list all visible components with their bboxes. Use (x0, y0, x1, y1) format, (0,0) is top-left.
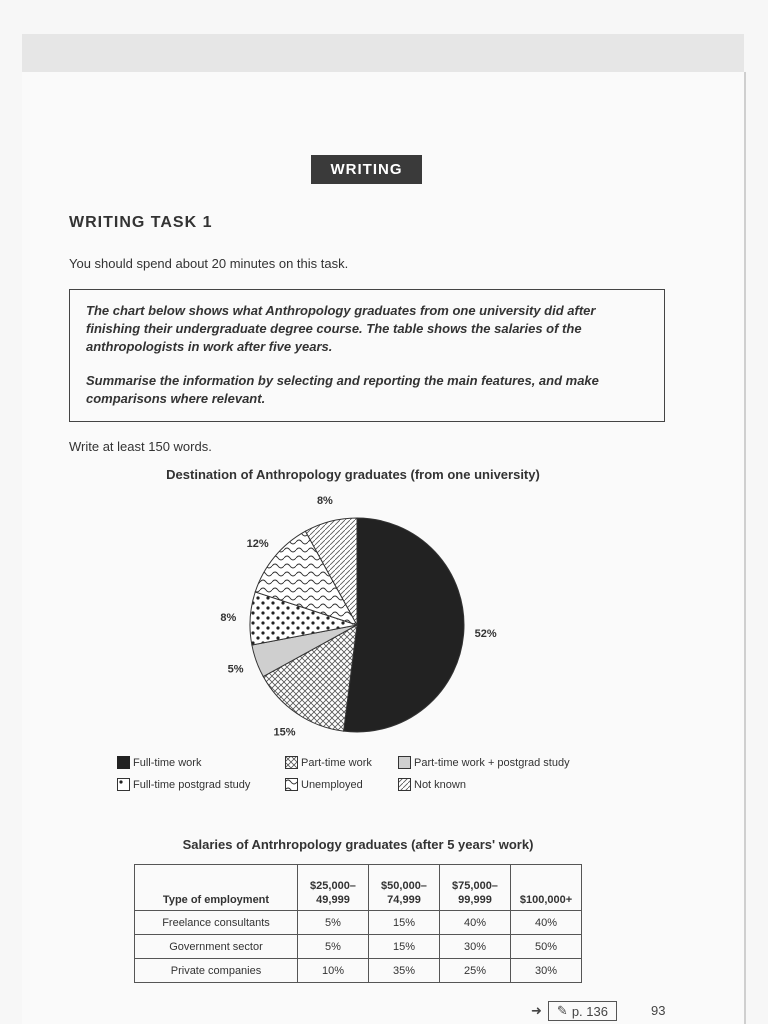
task-prompt-box (69, 289, 665, 422)
table-cell: 10% (298, 959, 369, 983)
table-row (135, 911, 582, 935)
table-title: Salaries of Antrhropology graduates (after 5 years' work) (182, 837, 534, 852)
legend-label: Part-time work (301, 756, 372, 769)
table-cell: Government sector (135, 935, 298, 959)
legend-item-not-known (398, 778, 466, 791)
table-cell: 5% (298, 935, 369, 959)
task-title: WRITING TASK 1 (69, 214, 213, 231)
table-cell: 5% (298, 911, 369, 935)
table-row (135, 935, 582, 959)
table-cell: 40% (511, 911, 582, 935)
table-header-cell: Type of employment (135, 865, 298, 911)
table-cell: Private companies (135, 959, 298, 983)
page-ref-box (548, 1001, 617, 1021)
pie-chart (200, 490, 520, 740)
legend-swatch-wave (285, 778, 298, 791)
table-header-cell: $75,000– 99,999 (440, 865, 511, 911)
chart-title-text: Destination of Anthropology graduates (from one university) (166, 467, 540, 482)
legend-label: Part-time work + postgrad study (414, 756, 570, 769)
legend-swatch-light-grey (398, 756, 411, 769)
legend-swatch-diagonal (398, 778, 411, 791)
legend-swatch-dots (117, 778, 130, 791)
table-header-cell: $25,000– 49,999 (298, 865, 369, 911)
pie-slice-label: 8% (220, 611, 237, 624)
table-cell: 35% (369, 959, 440, 983)
table-cell: 30% (440, 935, 511, 959)
pie-slice (344, 518, 464, 732)
legend-item-part-time-postgrad (398, 756, 570, 769)
pencil-icon: ✎ (556, 1003, 568, 1018)
table-header-cell: $100,000+ (511, 865, 582, 911)
chart-title (0, 467, 706, 482)
table-cell: 30% (511, 959, 582, 983)
arrow-right-icon: ➜ (531, 1003, 542, 1018)
time-note: You should spend about 20 minutes on this task. (69, 256, 349, 271)
table-header-row (135, 865, 582, 911)
legend-swatch-solid (117, 756, 130, 769)
page-ref-text: p. 136 (571, 1003, 608, 1019)
pie-slice-label: 15% (273, 726, 296, 739)
pie-slice-label: 12% (246, 537, 269, 550)
page-reference (531, 1001, 617, 1021)
legend-item-part-time-work (285, 756, 372, 769)
legend-label: Not known (414, 778, 466, 791)
prompt-paragraph: Summarise the information by selecting and reporting the main features, and make comparisons where relevant. (86, 373, 599, 406)
table-cell: 15% (369, 911, 440, 935)
legend-label: Full-time postgrad study (133, 778, 251, 791)
pie-slice-label: 8% (316, 495, 333, 508)
table-cell: 15% (369, 935, 440, 959)
legend-label: Unemployed (301, 778, 363, 791)
word-count-note: Write at least 150 words. (69, 439, 212, 454)
table-cell: Freelance consultants (135, 911, 298, 935)
salary-table (134, 864, 582, 983)
legend-item-full-time-postgrad (117, 778, 250, 791)
table-cell: 40% (440, 911, 511, 935)
pie-slice-label: 52% (474, 628, 497, 641)
table-header-cell: $50,000– 74,999 (369, 865, 440, 911)
legend-label: Full-time work (133, 756, 202, 769)
table-cell: 25% (440, 959, 511, 983)
legend-item-unemployed (285, 778, 363, 791)
table-cell: 50% (511, 935, 582, 959)
prompt-paragraph: The chart below shows what Anthropology graduates from one university did after finishing their undergraduate degree course. The table shows the salaries of the anthropologists in work after five years. (86, 303, 596, 354)
section-banner: WRITING (311, 155, 422, 184)
page-number: 93 (651, 1003, 666, 1018)
legend-swatch-crosshatch (285, 756, 298, 769)
pie-slice-label: 5% (227, 663, 244, 676)
table-row (135, 959, 582, 983)
top-edge-strip (22, 34, 744, 73)
legend-item-full-time-work (117, 756, 201, 769)
pie-slices (250, 518, 464, 732)
